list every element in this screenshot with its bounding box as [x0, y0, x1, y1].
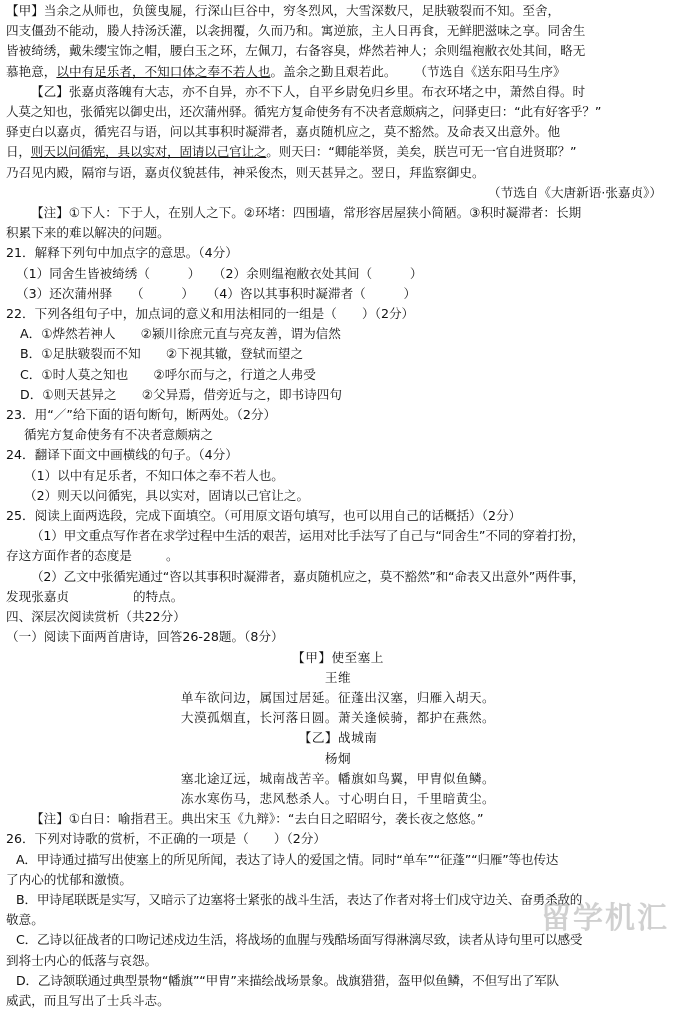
question-25-part1: （1）甲文重点写作者在求学过程中生活的艰苦，运用对比手法写了自己与“同舍生”不同的穿着打扮， — [31, 528, 585, 544]
question-23-text: 循宪方复命使务有不决者意颇病之 — [24, 427, 213, 443]
question-25-text: 存这方面作者的态度是 — [6, 548, 132, 564]
question-21-items: （1）同舍生皆被绮绣（ ） （2）余则缊袍敝衣处其间（ ） — [16, 265, 423, 281]
watermark-logo: 留学机汇 — [541, 900, 669, 936]
question-26-option-c: 到将士内心的低落与哀怨。 — [6, 952, 158, 968]
question-25-part2: （2）乙文中张循宪通过“咨以其事积时凝滞者，嘉贞随机应之，莫不豁然”和“命表又出意外”两件事， — [31, 568, 585, 584]
question-25-stem: 25．阅读上面两选段，完成下面填空。（可用原文语句填写，也可以用自己的话概括）（2分） — [6, 508, 522, 524]
exam-page — [6, 1, 670, 1011]
passage-yi-text: 日， — [6, 144, 31, 160]
question-25-part2 — [6, 587, 670, 607]
passage-yi-text: 。则天曰：“卿能举贤，美矣，朕岂可无一官自进贤耶？” — [266, 144, 577, 160]
section-title: 四、深层次阅读赏析（共22分） — [6, 609, 186, 625]
poem-jia-line: 大漠孤烟直，长河落日圆。萧关逢候骑，都护在燕然。 — [180, 710, 496, 726]
question-26-stem: 26．下列对诗歌的赏析，不正确的一项是（ ）（2分） — [6, 831, 326, 847]
notes-line: 积累下来的难以解决的问题。 — [6, 225, 170, 241]
poem-jia-author: 王维 — [324, 669, 352, 685]
source-citation: （节选自《送东阳马生序》 — [414, 63, 566, 79]
question-24-stem: 24．翻译下面文中画横线的句子。（4分） — [6, 447, 238, 463]
notes-line: 【注】①下人：下于人，在别人之下。②环堵：四围墙，常形容居屋狭小简陋。③积时凝滞者：长期 — [31, 205, 582, 221]
question-26-option-b: 敬意。 — [6, 912, 44, 928]
question-26-option-d: D．乙诗颔联通过典型景物“幡旗”“甲胄”来描绘战场景象。战旗猎猎，盔甲似鱼鳞，不但写出了军队 — [16, 972, 559, 988]
question-25-text: 。 — [165, 548, 179, 564]
passage-jia-line — [6, 62, 670, 82]
question-25-text: 发现张嘉贞 — [6, 588, 69, 604]
poem-jia-line: 单车欲问边，属国过居延。征蓬出汉塞，归雁入胡天。 — [180, 689, 496, 705]
question-25-text: 的特点。 — [132, 588, 184, 604]
poem-yi-title: 【乙】战城南 — [298, 730, 378, 746]
question-24-sentence: （2）则天以问循宪，具以实对，固请以己官让之。 — [24, 487, 310, 503]
question-23-stem: 23．用“／”给下面的语句断句，断两处。（2分） — [6, 407, 277, 423]
poem-jia-title: 【甲】使至塞上 — [292, 649, 384, 665]
passage-yi-line: 人莫之知也，张循宪以御史出，还次蒲州驿。循宪方复命使务有不决者意颇病之，问驿吏曰：“此有好客乎？” — [6, 104, 602, 120]
passage-yi-line: 驿吏白以嘉贞，循宪召与语，问以其事积时凝滞者，嘉贞随机应之，莫不豁然。及命表又出意外。他 — [6, 124, 561, 140]
question-26-option-d: 威武，而且写出了士兵斗志。 — [6, 992, 170, 1008]
poem-yi-author: 杨炯 — [324, 750, 352, 766]
source-citation: （节选自《大唐新语·张嘉贞》） — [487, 184, 662, 200]
passage-yi-line — [6, 142, 670, 162]
question-22-option-c: C．①时人莫之知也 ②呼尔而与之，行道之人弗受 — [20, 366, 316, 382]
question-26-option-a: 了内心的忧郁和激愤。 — [6, 871, 132, 887]
passage-jia-line: 【甲】当余之从师也，负箧曳屣，行深山巨谷中，穷冬烈风，大雪深数尺，足肤皲裂而不知。至舍， — [6, 3, 561, 18]
underlined-sentence: 则天以问循宪，具以实对，固请以己官让之 — [30, 144, 267, 160]
question-26-option-c: C．乙诗以征战者的口吻记述戍边生活，将战场的血腥与残酷场面写得淋漓尽致，读者从诗句里可以感受 — [16, 932, 583, 948]
underlined-sentence: 以中有足乐者，不知口体之奉不若人也 — [56, 63, 271, 79]
question-22-option-b: B．①足肤皲裂而不知 ②下视其辙，登轼而望之 — [20, 346, 304, 362]
poem-note: 【注】①白日：喻指君王。典出宋玉《九辩》：“去白日之昭昭兮，袭长夜之悠悠。” — [31, 811, 484, 827]
poem-yi-line: 冻水寒伤马，悲风愁杀人。寸心明白日，千里暗黄尘。 — [180, 790, 496, 806]
question-21-items: （3）还次蒲州驿 （ ） （4）咨以其事积时凝滞者（ ） — [16, 285, 417, 301]
question-26-option-a: A．甲诗通过描写出使塞上的所见所闻，表达了诗人的爱国之情。同时“单车”“征蓬”“归雁”等也传达 — [16, 851, 559, 867]
question-22-option-a: A．①烨然若神人 ②颍川徐庶元直与亮友善，谓为信然 — [20, 326, 341, 342]
passage-yi-line: 【乙】张嘉贞落魄有大志，亦不自异，亦不下人，自平乡尉免归乡里。布衣环堵之中，萧然自得。时 — [31, 83, 586, 99]
passage-jia-line: 四支僵劲不能动，媵人持汤沃灌，以衾拥覆，久而乃和。寓逆旅，主人日再食，无鲜肥滋味之享。同舍生 — [6, 23, 586, 39]
question-26-option-b: B．甲诗尾联既是实写，又暗示了边塞将士紧张的战斗生活，表达了作者对将士们戍守边关、奋勇杀敌的 — [16, 891, 583, 907]
question-21-stem: 21．解释下列句中加点字的意思。（4分） — [6, 245, 238, 261]
question-24-sentence: （1）以中有足乐者，不知口体之奉不若人也。 — [24, 467, 284, 483]
passage-jia-text: 。盖余之勤且艰若此。 — [270, 63, 397, 79]
question-22-stem: 22．下列各组句子中，加点词的意义和用法相同的一组是（ ）（2分） — [6, 306, 415, 322]
passage-jia-line: 皆被绮绣，戴朱缨宝饰之帽，腰白玉之环，左佩刀，右备容臭，烨然若神人；余则缊袍敝衣处其间，略无 — [6, 43, 586, 59]
passage-jia-text: 慕艳意， — [6, 63, 57, 79]
passage-yi-line: 乃召见内殿，隔帘与语，嘉贞仪貌甚伟，神采俊杰，则天甚异之。翌日，拜监察御史。 — [6, 164, 485, 180]
poem-yi-line: 塞北途辽远，城南战苦辛。幡旗如鸟翼，甲胄似鱼鳞。 — [180, 770, 496, 786]
question-25-part1 — [6, 546, 670, 566]
section-subtitle: （一）阅读下面两首唐诗，回答26-28题。（8分） — [6, 629, 284, 645]
question-22-option-d: D．①则天甚异之 ②父异焉，借旁近与之，即书诗四句 — [20, 386, 342, 402]
